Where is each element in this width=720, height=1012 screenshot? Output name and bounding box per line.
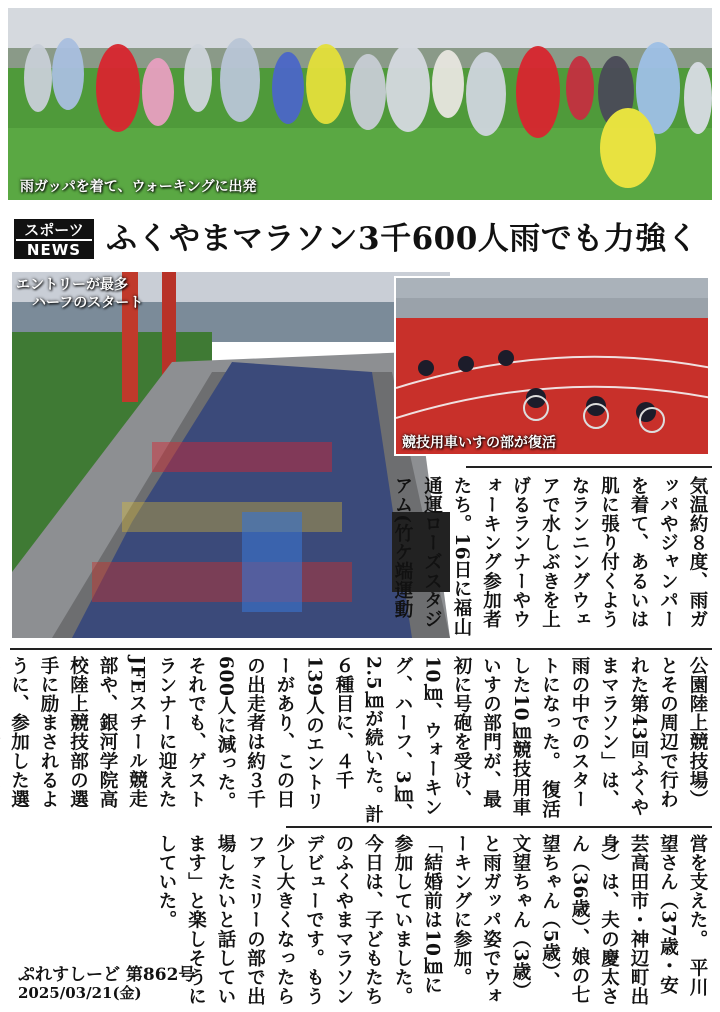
badge-top-label: スポーツ: [16, 221, 92, 241]
left-photo-image: [12, 272, 450, 638]
right-photo-caption: 競技用車いすの部が復活: [402, 435, 556, 451]
sports-news-badge: [14, 219, 94, 259]
lower-article-column: [10, 656, 712, 824]
left-photo-caption-line1: エントリーが最多: [16, 277, 128, 293]
upper-article-column: [392, 476, 712, 646]
upper-article-text: 気温約８度、雨ガッパやジャンパーを着て、あるいは肌に張り付くようなランニングウェアで水しぶきを上げるランナーやウォーキング参加者たち。16日に福山通運ローズスタジアム(竹ケ端運動: [392, 476, 708, 637]
right-photo-image: [396, 278, 710, 456]
left-photo: [12, 272, 450, 638]
upper-column-rule: [466, 466, 712, 468]
top-photo-image: [8, 8, 712, 200]
top-photo-caption: 雨ガッパを着て、ウォーキングに出発: [20, 179, 257, 195]
article-body-part-1: 公園陸上競技場）とその周辺で行われた第43回ふくやまマラソン」は、雨の中でのスタートになった。 復活した10㎞競技用車いすの部門が、最初に号砲を受け、10㎞、ウォーキング、ハーフ、3㎞、2.5㎞が続いた。計６種目に、４千139人のエントリーがあり、この日の出走者は約３千600人に減った。それでも、ゲストランナーに迎えたJFEスチール競走部や、銀河学院高校陸上競技部の選手に励まされるように、参加した選: [8, 656, 708, 824]
right-photo: [394, 276, 710, 456]
lower-column-rule: [10, 648, 712, 650]
publication-name: ぷれすしーど 第862号: [18, 965, 196, 985]
publication-date: 2025/03/21(金): [18, 984, 142, 1002]
top-photo: [8, 8, 712, 200]
article-body-part-2: 営を支えた。 平川望さん（37歳・安芸高田市・神辺町出身）は、夫の慶太さん（36歳）、娘の七望ちゃん（5歳）、文望ちゃん（3歳）と雨ガッパ姿でウォーキングに参加。「結婚前は10㎞に参加していました。今日は、子どもたちのふくやまマラソンデビューです。もう少し大きくなったらファミリーの部で出場したいと話しています」と楽しそうにしていた。: [156, 834, 708, 1006]
badge-bottom-label: NEWS: [26, 241, 82, 259]
article-headline: ふくやまマラソン3千600人雨でも力強く: [106, 221, 699, 257]
bottom-article-column: [156, 834, 712, 1006]
bottom-column-rule: [286, 826, 712, 828]
left-photo-caption-line2: ハーフのスタート: [32, 295, 144, 311]
